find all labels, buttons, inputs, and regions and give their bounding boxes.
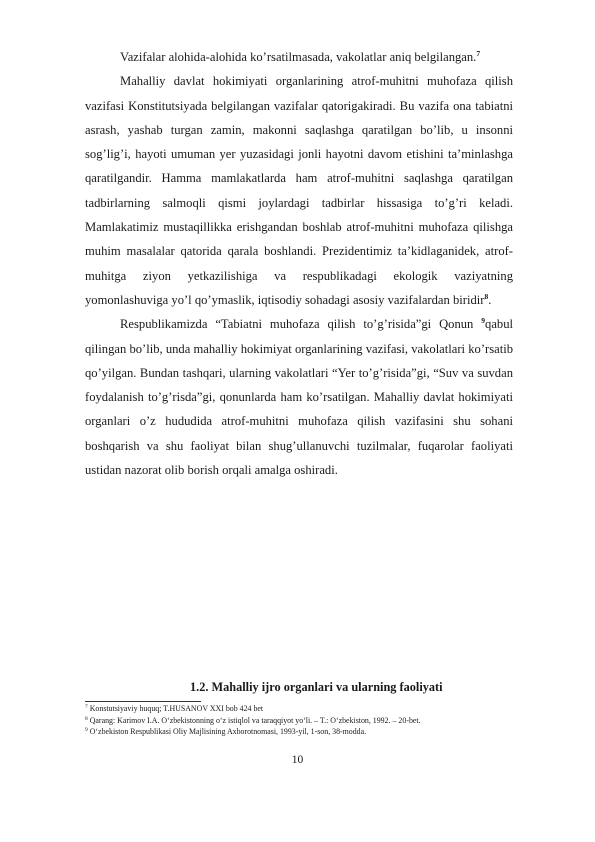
footnote-number: 9 — [85, 727, 88, 734]
footnote-ref-9[interactable]: 9 — [481, 316, 486, 326]
footnote-9 — [85, 726, 505, 738]
page-number: 10 — [291, 754, 304, 766]
footnote-text: O‘zbekiston Respublikasi Oliy Majlisining Axborotnomasi, 1993-yil, 1-son, 38-modda. — [89, 727, 367, 737]
paragraph-1 — [85, 45, 513, 69]
footnote-number: 7 — [85, 704, 88, 710]
paragraph-3-continuation: qabul qilingan bo’lib, unda mahalliy hokimiyat organlarining vazifasi, vakolatlari ko’rsatib qo’yilgan. Bundan tashqari, ularning vakolatlari “Yer to’g’risida”gi, “Suv va suvdan foydalanish to’g’risda”gi, qonunlarda ham ko’rsatilgan. Mahalliy davlat hokimiyati organlari o’z hududida atrof-muhitni muhofaza qilish vazifasini shu sohani boshqarish va shu faoliyat bilan shug’ullanuvchi tuzilmalar, fuqarolar faoliyati ustidan nazorat olib borish orqali amalga oshiradi. — [85, 317, 513, 478]
paragraph-3 — [85, 312, 513, 482]
section-heading: 1.2. Mahalliy ijro organlari va ularning faoliyati — [190, 680, 443, 694]
footnote-number: 8 — [85, 715, 88, 722]
paragraph-3-text: Respublikamizda “Tabiatni muhofaza qilish to’g’risida”gi Qonun — [120, 317, 482, 332]
footnote-text: Qarang: Karimov I.A. O‘zbekistonning o‘z istiqlol va taraqqiyot yo‘li. – T.: O‘zbekiston, 1992. – 20-bet. — [89, 715, 421, 725]
footnote-8 — [85, 715, 505, 727]
footnote-divider — [85, 701, 201, 702]
paragraph-1-text: Vazifalar alohida-alohida ko’rsatilmasada, vakolatlar aniq belgilangan. — [120, 50, 477, 64]
paragraph-2-end: . — [488, 292, 492, 307]
footnotes — [85, 703, 505, 738]
footnote-text: Konstutsiyaviy huquq; T.HUSANOV XXI bob 424 bet — [89, 704, 264, 713]
paragraph-2-text: Mahalliy davlat hokimiyati organlarining atrof-muhitni muhofaza qilish vazifasi Konstitutsiyada belgilangan vazifalar qatorigakiradi. Bu vazifa ona tabiatni asrash, yashab turgan zamin, makonni saqlashga qaratilgan bo’lib, u insonni sog’lig’i, hayoti umuman yer yuzasidagi jonli hayotni davom etishini ta’minlashga qaratilgandir. Hamma mamlakatlarda ham atrof-muhitni saqlashga qaratilgan tadbirlarning salmoqli qismi joylardagi tadbirlar hissasiga to’g’ri keladi. Mamlakatimiz mustaqillikka erishgandan boshlab atrof-muhitni muhofaza qilishga muhim masalalar qatorida qarala boshlandi. Prezidentimiz ta’kidlaganidek, atrof-muhitga ziyon yetkazilishiga va respublikadagi ekologik vaziyatning yomonlashuviga yo’l qo’ymaslik, iqtisodiy sohadagi asosiy vazifalardan biridir — [85, 74, 513, 307]
footnote-7 — [85, 703, 505, 715]
paragraph-2 — [85, 69, 513, 312]
footnote-ref-8[interactable]: 8 — [484, 291, 489, 301]
footnote-ref-7[interactable]: 7 — [476, 49, 481, 58]
body-text — [85, 45, 513, 482]
